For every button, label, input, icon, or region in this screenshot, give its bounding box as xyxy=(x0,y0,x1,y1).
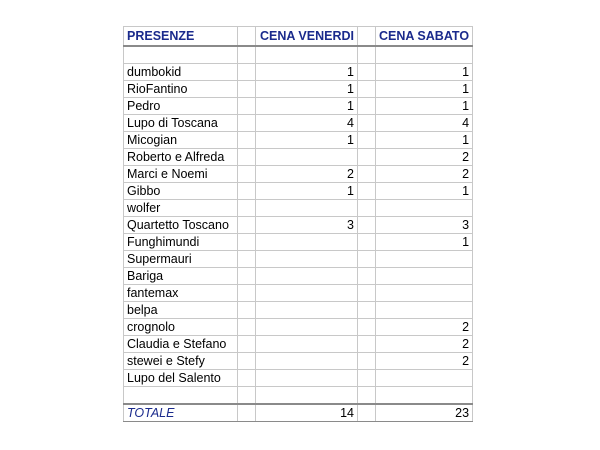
name-cell[interactable]: Micogian xyxy=(124,132,238,149)
sabato-cell[interactable] xyxy=(376,251,473,268)
total-sabato[interactable]: 23 xyxy=(376,404,473,422)
spacer-cell[interactable] xyxy=(238,132,256,149)
sabato-cell[interactable]: 2 xyxy=(376,336,473,353)
name-cell[interactable]: dumbokid xyxy=(124,64,238,81)
venerdi-cell[interactable] xyxy=(256,251,358,268)
spacer-cell[interactable] xyxy=(238,81,256,98)
spacer-cell[interactable] xyxy=(358,285,376,302)
name-cell[interactable]: Quartetto Toscano xyxy=(124,217,238,234)
table-row xyxy=(124,166,473,183)
sabato-cell[interactable] xyxy=(376,46,473,64)
name-cell[interactable]: Bariga xyxy=(124,268,238,285)
table-row xyxy=(124,302,473,319)
sabato-cell[interactable]: 1 xyxy=(376,98,473,115)
venerdi-cell[interactable] xyxy=(256,149,358,166)
sabato-cell[interactable]: 2 xyxy=(376,353,473,370)
table-row xyxy=(124,115,473,132)
table-row xyxy=(124,64,473,81)
table-row xyxy=(124,234,473,251)
total-label[interactable]: TOTALE xyxy=(124,404,238,422)
spacer-cell[interactable] xyxy=(238,319,256,336)
spacer-cell[interactable] xyxy=(238,370,256,387)
sabato-cell[interactable] xyxy=(376,268,473,285)
spacer-cell[interactable] xyxy=(358,149,376,166)
venerdi-cell[interactable] xyxy=(256,200,358,217)
table-row xyxy=(124,149,473,166)
name-cell[interactable]: Supermauri xyxy=(124,251,238,268)
spacer-cell[interactable] xyxy=(238,285,256,302)
spacer-cell[interactable] xyxy=(238,268,256,285)
header-presenze[interactable]: PRESENZE xyxy=(124,27,238,47)
sabato-cell[interactable]: 1 xyxy=(376,81,473,98)
header-cena-sabato[interactable]: CENA SABATO xyxy=(376,27,473,47)
attendance-sheet xyxy=(123,26,473,422)
spacer-cell[interactable] xyxy=(358,200,376,217)
spacer-cell[interactable] xyxy=(358,319,376,336)
total-venerdi[interactable]: 14 xyxy=(256,404,358,422)
spacer-cell[interactable] xyxy=(358,268,376,285)
name-cell[interactable]: Marci e Noemi xyxy=(124,166,238,183)
sabato-cell[interactable]: 4 xyxy=(376,115,473,132)
venerdi-cell[interactable]: 2 xyxy=(256,166,358,183)
spacer-cell[interactable] xyxy=(238,183,256,200)
name-cell[interactable]: Funghimundi xyxy=(124,234,238,251)
spacer-cell[interactable] xyxy=(358,336,376,353)
table-row xyxy=(124,268,473,285)
table-row xyxy=(124,336,473,353)
spacer-cell[interactable] xyxy=(358,81,376,98)
spacer-cell[interactable] xyxy=(358,404,376,422)
spacer-cell[interactable] xyxy=(358,27,376,47)
name-cell[interactable]: Gibbo xyxy=(124,183,238,200)
venerdi-cell[interactable] xyxy=(256,302,358,319)
name-cell[interactable]: Pedro xyxy=(124,98,238,115)
name-cell[interactable]: fantemax xyxy=(124,285,238,302)
table-row xyxy=(124,98,473,115)
venerdi-cell[interactable] xyxy=(256,319,358,336)
table-row xyxy=(124,200,473,217)
sabato-cell[interactable] xyxy=(376,370,473,387)
sabato-cell[interactable]: 2 xyxy=(376,166,473,183)
venerdi-cell[interactable]: 1 xyxy=(256,64,358,81)
venerdi-cell[interactable] xyxy=(256,370,358,387)
total-row xyxy=(124,404,473,422)
table-row xyxy=(124,387,473,405)
venerdi-cell[interactable]: 3 xyxy=(256,217,358,234)
name-cell[interactable]: Roberto e Alfreda xyxy=(124,149,238,166)
spacer-cell[interactable] xyxy=(238,166,256,183)
venerdi-cell[interactable]: 1 xyxy=(256,183,358,200)
spacer-cell[interactable] xyxy=(358,183,376,200)
sabato-cell[interactable]: 2 xyxy=(376,149,473,166)
spacer-cell[interactable] xyxy=(358,64,376,81)
spacer-cell[interactable] xyxy=(238,387,256,405)
sabato-cell[interactable] xyxy=(376,302,473,319)
venerdi-cell[interactable] xyxy=(256,336,358,353)
sabato-cell[interactable]: 3 xyxy=(376,217,473,234)
sabato-cell[interactable]: 1 xyxy=(376,132,473,149)
name-cell[interactable] xyxy=(124,46,238,64)
spacer-cell[interactable] xyxy=(358,98,376,115)
table-row xyxy=(124,183,473,200)
name-cell[interactable]: RioFantino xyxy=(124,81,238,98)
name-cell[interactable] xyxy=(124,387,238,405)
table-row xyxy=(124,285,473,302)
spacer-cell[interactable] xyxy=(238,115,256,132)
name-cell[interactable]: wolfer xyxy=(124,200,238,217)
sabato-cell[interactable]: 2 xyxy=(376,319,473,336)
table-row xyxy=(124,81,473,98)
name-cell[interactable]: stewei e Stefy xyxy=(124,353,238,370)
spacer-cell[interactable] xyxy=(358,370,376,387)
table-row xyxy=(124,251,473,268)
venerdi-cell[interactable]: 1 xyxy=(256,132,358,149)
table-row xyxy=(124,132,473,149)
venerdi-cell[interactable] xyxy=(256,285,358,302)
name-cell[interactable]: crognolo xyxy=(124,319,238,336)
spacer-cell[interactable] xyxy=(358,251,376,268)
name-cell[interactable]: Lupo del Salento xyxy=(124,370,238,387)
spacer-cell[interactable] xyxy=(238,217,256,234)
spacer-cell[interactable] xyxy=(238,64,256,81)
spacer-cell[interactable] xyxy=(238,200,256,217)
spacer-cell[interactable] xyxy=(238,46,256,64)
spacer-cell[interactable] xyxy=(238,149,256,166)
spacer-cell[interactable] xyxy=(358,46,376,64)
spacer-cell[interactable] xyxy=(358,217,376,234)
venerdi-cell[interactable] xyxy=(256,387,358,405)
sabato-cell[interactable]: 1 xyxy=(376,64,473,81)
spacer-cell[interactable] xyxy=(238,404,256,422)
spacer-cell[interactable] xyxy=(238,302,256,319)
spacer-cell[interactable] xyxy=(358,387,376,405)
name-cell[interactable]: Claudia e Stefano xyxy=(124,336,238,353)
sabato-cell[interactable] xyxy=(376,200,473,217)
venerdi-cell[interactable] xyxy=(256,234,358,251)
header-cena-venerdi[interactable]: CENA VENERDI xyxy=(256,27,358,47)
venerdi-cell[interactable]: 1 xyxy=(256,98,358,115)
spacer-cell[interactable] xyxy=(358,353,376,370)
spacer-cell[interactable] xyxy=(358,115,376,132)
spacer-cell[interactable] xyxy=(238,336,256,353)
spacer-cell[interactable] xyxy=(238,234,256,251)
name-cell[interactable]: belpa xyxy=(124,302,238,319)
name-cell[interactable]: Lupo di Toscana xyxy=(124,115,238,132)
table-row xyxy=(124,370,473,387)
table-row xyxy=(124,46,473,64)
spacer-cell[interactable] xyxy=(358,234,376,251)
spacer-cell[interactable] xyxy=(358,302,376,319)
sabato-cell[interactable]: 1 xyxy=(376,183,473,200)
venerdi-cell[interactable] xyxy=(256,268,358,285)
venerdi-cell[interactable] xyxy=(256,46,358,64)
venerdi-cell[interactable]: 1 xyxy=(256,81,358,98)
spacer-cell[interactable] xyxy=(238,27,256,47)
header-row xyxy=(124,27,473,47)
venerdi-cell[interactable] xyxy=(256,353,358,370)
venerdi-cell[interactable]: 4 xyxy=(256,115,358,132)
spacer-cell[interactable] xyxy=(238,251,256,268)
spacer-cell[interactable] xyxy=(238,353,256,370)
sabato-cell[interactable] xyxy=(376,387,473,405)
table-row xyxy=(124,353,473,370)
spacer-cell[interactable] xyxy=(238,98,256,115)
spacer-cell[interactable] xyxy=(358,166,376,183)
sabato-cell[interactable]: 1 xyxy=(376,234,473,251)
table-row xyxy=(124,217,473,234)
sabato-cell[interactable] xyxy=(376,285,473,302)
table-row xyxy=(124,319,473,336)
spacer-cell[interactable] xyxy=(358,132,376,149)
